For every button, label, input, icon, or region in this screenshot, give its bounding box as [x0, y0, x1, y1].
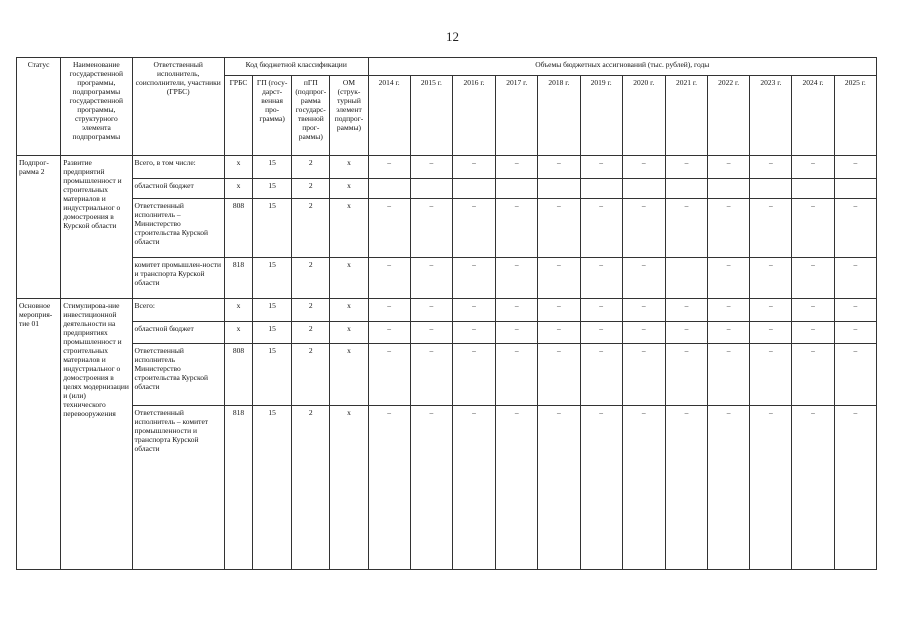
row-year-value: –: [496, 156, 538, 179]
row-code-grbs: 818: [224, 258, 252, 299]
row-year-value: –: [410, 405, 452, 569]
row-year-value: –: [665, 199, 707, 258]
row-year-value: [665, 258, 707, 299]
row-code-grbs: 808: [224, 344, 252, 405]
row-code-grbs: х: [224, 156, 252, 179]
row-code-grbs: 808: [224, 199, 252, 258]
row-year-value: –: [622, 156, 665, 179]
row-code-grbs: х: [224, 321, 252, 344]
row-year-value: –: [452, 156, 495, 179]
row-executor: Ответственный исполнитель Министерство строительства Курской области: [132, 344, 224, 405]
row-year-value: –: [792, 156, 834, 179]
row-year-value: –: [538, 405, 580, 569]
row-year-value: –: [665, 344, 707, 405]
row-executor: комитет промышлен-ности и транспорта Курской области: [132, 258, 224, 299]
row-year-value: –: [665, 405, 707, 569]
row-year-value: –: [834, 156, 876, 179]
header-year: 2025 г.: [834, 76, 876, 156]
row-code-om: х: [330, 258, 368, 299]
header-year: 2014 г.: [368, 76, 410, 156]
row-code-om: х: [330, 321, 368, 344]
row-code-gp: 15: [253, 405, 292, 569]
row-year-value: –: [708, 321, 750, 344]
row-year-value: –: [368, 321, 410, 344]
row-code-gp: 15: [253, 321, 292, 344]
row-year-value: –: [750, 258, 792, 299]
row-year-value: –: [410, 199, 452, 258]
row-year-value: –: [496, 405, 538, 569]
row-code-om: х: [330, 344, 368, 405]
row-year-value: –: [750, 344, 792, 405]
row-year-value: –: [834, 321, 876, 344]
row-year-value: –: [580, 344, 622, 405]
header-year: 2019 г.: [580, 76, 622, 156]
row-year-value: –: [368, 405, 410, 569]
budget-table: [16, 57, 877, 570]
header-year: 2023 г.: [750, 76, 792, 156]
header-volumes: Объемы бюджетных ассигнований (тыс. рублей), годы: [368, 58, 876, 76]
row-year-value: [792, 178, 834, 198]
row-year-value: –: [452, 321, 495, 344]
page-number: 12: [446, 29, 459, 44]
row-code-pgp: 2: [292, 178, 330, 198]
row-year-value: –: [496, 199, 538, 258]
row-year-value: –: [410, 156, 452, 179]
row-year-value: –: [452, 344, 495, 405]
row-code-grbs: х: [224, 178, 252, 198]
row-year-value: [452, 178, 495, 198]
row-executor: Ответственный исполнитель – комитет промышленности и транспорта Курской области: [132, 405, 224, 569]
row-year-value: –: [834, 344, 876, 405]
row-code-pgp: 2: [292, 199, 330, 258]
row-year-value: –: [538, 258, 580, 299]
group-name: Развитие предприятий промышленност и строительных материалов и индустриальног о домостроения в Курской области: [61, 156, 132, 299]
row-year-value: –: [368, 258, 410, 299]
row-year-value: –: [708, 199, 750, 258]
row-year-value: –: [792, 199, 834, 258]
header-year: 2020 г.: [622, 76, 665, 156]
row-year-value: –: [368, 344, 410, 405]
row-year-value: –: [792, 344, 834, 405]
row-year-value: –: [708, 344, 750, 405]
row-year-value: –: [834, 299, 876, 322]
row-code-pgp: 2: [292, 344, 330, 405]
row-code-grbs: 818: [224, 405, 252, 569]
row-year-value: –: [792, 299, 834, 322]
table-row: [17, 178, 877, 198]
row-year-value: –: [622, 299, 665, 322]
header-year: 2017 г.: [496, 76, 538, 156]
row-year-value: –: [708, 405, 750, 569]
row-year-value: –: [452, 199, 495, 258]
row-year-value: –: [580, 199, 622, 258]
row-year-value: –: [750, 299, 792, 322]
row-year-value: –: [622, 321, 665, 344]
row-code-gp: 15: [253, 344, 292, 405]
row-code-gp: 15: [253, 299, 292, 322]
row-executor: Всего:: [132, 299, 224, 322]
row-year-value: –: [708, 258, 750, 299]
row-code-pgp: 2: [292, 405, 330, 569]
header-code-pgp: пГП (подпрог-рамма государс-твенной прог-раммы): [292, 76, 330, 156]
row-year-value: –: [410, 321, 452, 344]
table-row: [17, 321, 877, 344]
row-year-value: –: [368, 199, 410, 258]
row-year-value: –: [792, 321, 834, 344]
row-year-value: –: [834, 405, 876, 569]
row-year-value: –: [538, 156, 580, 179]
row-year-value: –: [750, 199, 792, 258]
row-year-value: –: [708, 156, 750, 179]
row-code-pgp: 2: [292, 299, 330, 322]
row-year-value: –: [792, 258, 834, 299]
row-code-grbs: х: [224, 299, 252, 322]
header-name: Наименование государственной программы, подпрограммы государственной программы, структурного элемента подпрограммы: [61, 58, 132, 156]
row-year-value: –: [496, 344, 538, 405]
row-year-value: –: [538, 321, 580, 344]
row-code-om: х: [330, 178, 368, 198]
group-status: Основное мероприя-тие 01: [17, 299, 61, 570]
row-year-value: –: [410, 299, 452, 322]
row-code-gp: 15: [253, 258, 292, 299]
row-year-value: –: [580, 299, 622, 322]
row-year-value: –: [368, 156, 410, 179]
row-year-value: –: [834, 258, 876, 299]
row-year-value: –: [580, 321, 622, 344]
table-row: [17, 299, 877, 322]
row-year-value: –: [792, 405, 834, 569]
row-year-value: [496, 178, 538, 198]
row-year-value: –: [750, 405, 792, 569]
row-year-value: [708, 178, 750, 198]
header-code-gp: ГП (госу-дарст-венная про-грамма): [253, 76, 292, 156]
row-year-value: –: [410, 258, 452, 299]
header-year: 2016 г.: [452, 76, 495, 156]
group-name: Стимулирова-ние инвестиционной деятельности на предприятиях промышленност и строительных материалов и индустриальног о домостроения в целях модернизации и (или) технического перевооружения: [61, 299, 132, 570]
header-budget-code: Код бюджетной классификации: [224, 58, 368, 76]
row-year-value: [750, 178, 792, 198]
row-year-value: [368, 178, 410, 198]
row-year-value: –: [452, 405, 495, 569]
row-year-value: –: [665, 156, 707, 179]
row-code-gp: 15: [253, 178, 292, 198]
row-year-value: –: [750, 156, 792, 179]
row-year-value: –: [665, 321, 707, 344]
row-year-value: –: [622, 405, 665, 569]
header-status: Статус: [17, 58, 61, 156]
row-code-om: х: [330, 199, 368, 258]
row-code-om: х: [330, 299, 368, 322]
row-executor: областной бюджет: [132, 321, 224, 344]
row-code-pgp: 2: [292, 258, 330, 299]
header-code-grbs: ГРБС: [224, 76, 252, 156]
table-body: [17, 156, 877, 570]
row-year-value: –: [538, 299, 580, 322]
row-year-value: –: [410, 344, 452, 405]
table-row: [17, 405, 877, 569]
row-year-value: [580, 178, 622, 198]
header-year: 2024 г.: [792, 76, 834, 156]
header-year: 2022 г.: [708, 76, 750, 156]
table-row: [17, 199, 877, 258]
row-executor: Всего, в том числе:: [132, 156, 224, 179]
header-year: 2015 г.: [410, 76, 452, 156]
row-year-value: –: [538, 199, 580, 258]
row-year-value: –: [496, 321, 538, 344]
row-year-value: –: [834, 199, 876, 258]
row-code-pgp: 2: [292, 321, 330, 344]
row-year-value: –: [622, 258, 665, 299]
row-year-value: [834, 178, 876, 198]
group-status: Подпрог-рамма 2: [17, 156, 61, 299]
row-year-value: –: [750, 321, 792, 344]
row-year-value: –: [708, 299, 750, 322]
header-executor: Ответственный исполнитель, соисполнители, участники (ГРБС): [132, 58, 224, 156]
row-year-value: –: [496, 258, 538, 299]
row-executor: Ответственный исполнитель – Министерство строительства Курской области: [132, 199, 224, 258]
row-code-gp: 15: [253, 156, 292, 179]
row-year-value: –: [580, 156, 622, 179]
row-year-value: [622, 178, 665, 198]
row-year-value: [665, 178, 707, 198]
row-executor: областной бюджет: [132, 178, 224, 198]
row-code-om: х: [330, 156, 368, 179]
table-row: [17, 156, 877, 179]
row-year-value: –: [452, 258, 495, 299]
row-year-value: –: [496, 299, 538, 322]
table-row: [17, 344, 877, 405]
row-year-value: [538, 178, 580, 198]
header-code-om: ОМ (струк-турный элемент подпрог-раммы): [330, 76, 368, 156]
row-year-value: –: [622, 344, 665, 405]
row-code-pgp: 2: [292, 156, 330, 179]
table-row: [17, 258, 877, 299]
row-year-value: –: [368, 299, 410, 322]
row-year-value: [410, 178, 452, 198]
row-year-value: –: [580, 405, 622, 569]
header-year: 2021 г.: [665, 76, 707, 156]
row-year-value: –: [538, 344, 580, 405]
header-year: 2018 г.: [538, 76, 580, 156]
row-year-value: –: [622, 199, 665, 258]
row-year-value: –: [665, 299, 707, 322]
row-code-om: х: [330, 405, 368, 569]
row-year-value: –: [580, 258, 622, 299]
row-code-gp: 15: [253, 199, 292, 258]
row-year-value: –: [452, 299, 495, 322]
